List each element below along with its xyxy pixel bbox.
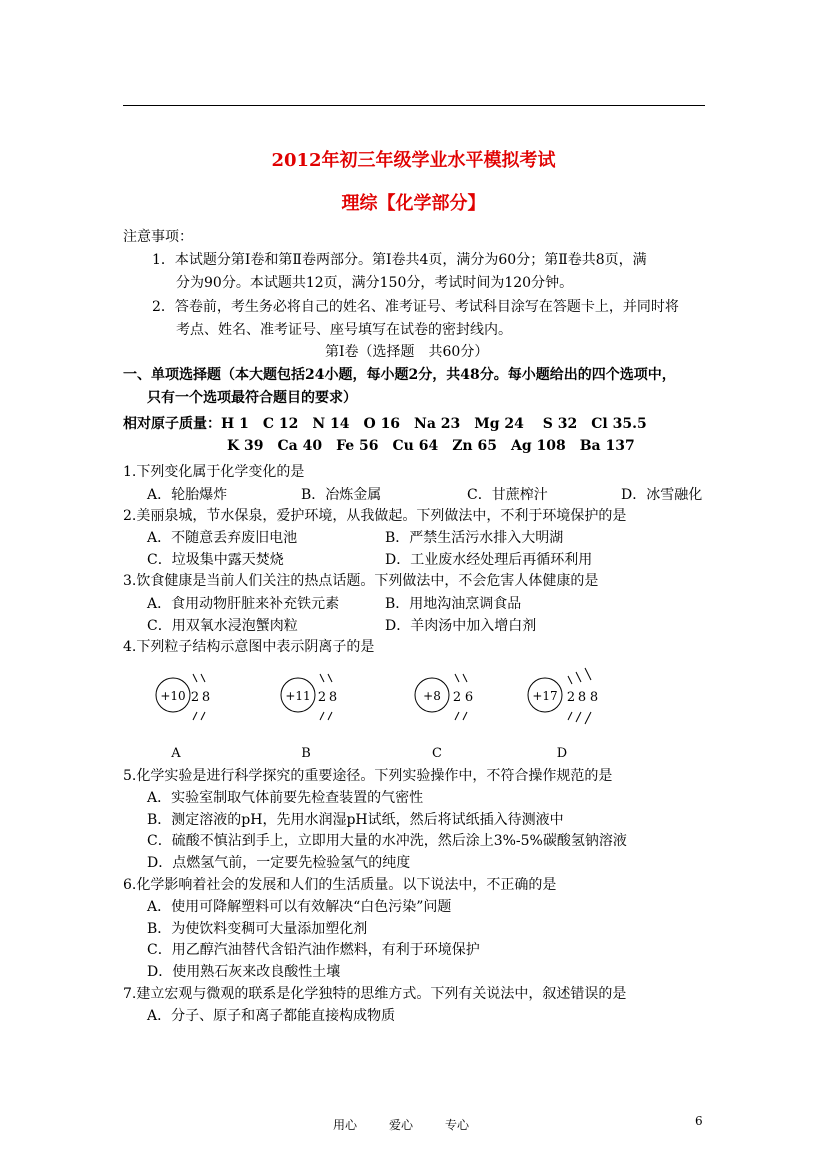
notice-item-1-cont: 分为90分。本试题共12页，满分150分，考试时间为120分钟。 — [176, 275, 574, 291]
shell-electrons: 2 — [317, 690, 327, 705]
footer-word: 用心 — [333, 1118, 358, 1132]
nucleus-charge: +17 — [532, 689, 558, 703]
question-3-option-a: A．食用动物肝脏来补充铁元素 — [147, 596, 340, 612]
shell-electrons: 8 — [201, 690, 211, 705]
option-label: D — [556, 746, 568, 761]
nucleus-charge: +11 — [285, 689, 311, 703]
question-6-option-c: C．用乙醇汽油替代含铅汽油作燃料，有利于环境保护 — [147, 942, 480, 958]
question-4-stem: 4.下列粒子结构示意图中表示阴离子的是 — [123, 639, 375, 655]
question-3-option-d: D．羊肉汤中加入增白剂 — [385, 618, 537, 634]
shell-electrons: 8 — [328, 690, 338, 705]
footer-word: 专心 — [445, 1118, 470, 1132]
question-5-option-c: C．硫酸不慎沾到手上，立即用大量的水冲洗，然后涂上3%-5%碳酸氢钠溶液 — [147, 833, 627, 849]
nucleus-charge: +10 — [160, 689, 186, 703]
question-7-option-a: A．分子、原子和离子都能直接构成物质 — [147, 1008, 396, 1024]
question-1-option-d: D．冰雪融化 — [621, 487, 703, 503]
question-3-stem: 3.饮食健康是当前人们关注的热点话题。下列做法中，不会危害人体健康的是 — [123, 573, 599, 589]
section-heading-cont: 只有一个选项最符合题目的要求） — [147, 390, 357, 406]
question-6-option-d: D．使用熟石灰来改良酸性土壤 — [147, 964, 341, 980]
shell-electrons: 2 — [566, 690, 576, 705]
question-6-option-b: B．为使饮料变稠可大量添加塑化剂 — [147, 921, 368, 937]
atom-diagram-c — [415, 674, 473, 761]
notice-item-2-cont: 考点、姓名、准考证号、座号填写在试卷的密封线内。 — [176, 322, 512, 338]
question-1-option-b: B．冶炼金属 — [301, 487, 382, 503]
question-6-stem: 6.化学影响着社会的发展和人们的生活质量。以下说法中，不正确的是 — [123, 877, 557, 893]
atomic-mass-line-2: K 39 Ca 40 Fe 56 Cu 64 Zn 65 Ag 108 Ba 137 — [227, 438, 635, 454]
page-title: 2012年初三年级学业水平模拟考试 — [271, 150, 556, 171]
shell-electrons: 6 — [464, 690, 474, 705]
shell-electrons: 8 — [589, 690, 599, 705]
atomic-mass-line-1: 相对原子质量：H 1 C 12 N 14 O 16 Na 23 Mg 24 S 32 Cl 35.5 — [123, 416, 647, 432]
shell-electrons: 8 — [577, 690, 587, 705]
question-2-option-c: C．垃圾集中露天焚烧 — [147, 552, 284, 568]
section-heading: 一、单项选择题（本大题包括24小题，每小题2分，共48分。每小题给出的四个选项中， — [123, 367, 676, 383]
question-5-option-d: D．点燃氢气前，一定要先检验氢气的纯度 — [147, 855, 411, 871]
question-1-option-c: C．甘蔗榨汁 — [467, 487, 548, 503]
question-3-option-c: C．用双氧水浸泡蟹肉粒 — [147, 618, 298, 634]
question-5-stem: 5.化学实验是进行科学探究的重要途径。下列实验操作中，不符合操作规范的是 — [123, 768, 613, 784]
question-6-option-a: A．使用可降解塑料可以有效解决“白色污染”问题 — [147, 899, 452, 915]
notice-item-1: 1．本试题分第Ⅰ卷和第Ⅱ卷两部分。第Ⅰ卷共4页，满分为60分；第Ⅱ卷共8页，满 — [152, 252, 647, 268]
footer-word: 爱心 — [389, 1118, 414, 1132]
question-5-option-b: B．测定溶液的pH，先用水润湿pH试纸，然后将试纸插入待测液中 — [147, 812, 564, 828]
nucleus-charge: +8 — [423, 689, 441, 703]
question-2-option-d: D．工业废水经处理后再循环利用 — [385, 552, 593, 568]
notice-heading: 注意事项： — [123, 229, 193, 245]
page-subtitle: 理综【化学部分】 — [341, 193, 486, 214]
atom-diagram-d — [528, 668, 598, 761]
volume-heading: 第Ⅰ卷（选择题 共60分） — [325, 344, 489, 360]
question-2-option-a: A．不随意丢弃废旧电池 — [147, 530, 298, 546]
atom-diagram-b — [281, 674, 337, 761]
atom-diagram-a — [156, 674, 210, 761]
question-3-option-b: B．用地沟油烹调食品 — [385, 596, 522, 612]
header-rule — [123, 105, 705, 106]
question-7-stem: 7.建立宏观与微观的联系是化学独特的思维方式。下列有关说法中，叙述错误的是 — [123, 986, 627, 1002]
notice-item-2: 2．答卷前，考生务必将自己的姓名、准考证号、考试科目涂写在答题卡上，并同时将 — [152, 299, 679, 315]
option-label: A — [171, 746, 181, 761]
shell-electrons: 2 — [452, 690, 462, 705]
option-label: B — [301, 746, 311, 761]
page-number: 6 — [695, 1114, 703, 1128]
question-1-option-a: A．轮胎爆炸 — [147, 487, 228, 503]
atom-structure-diagrams — [0, 660, 827, 766]
question-2-stem: 2.美丽泉城，节水保泉，爱护环境，从我做起。下列做法中，不利于环境保护的是 — [123, 508, 627, 524]
question-1-stem: 1.下列变化属于化学变化的是 — [123, 464, 305, 480]
shell-electrons: 2 — [190, 690, 200, 705]
option-label: C — [432, 746, 442, 761]
question-2-option-b: B．严禁生活污水排入大明湖 — [385, 530, 564, 546]
question-5-option-a: A．实验室制取气体前要先检查装置的气密性 — [147, 790, 424, 806]
